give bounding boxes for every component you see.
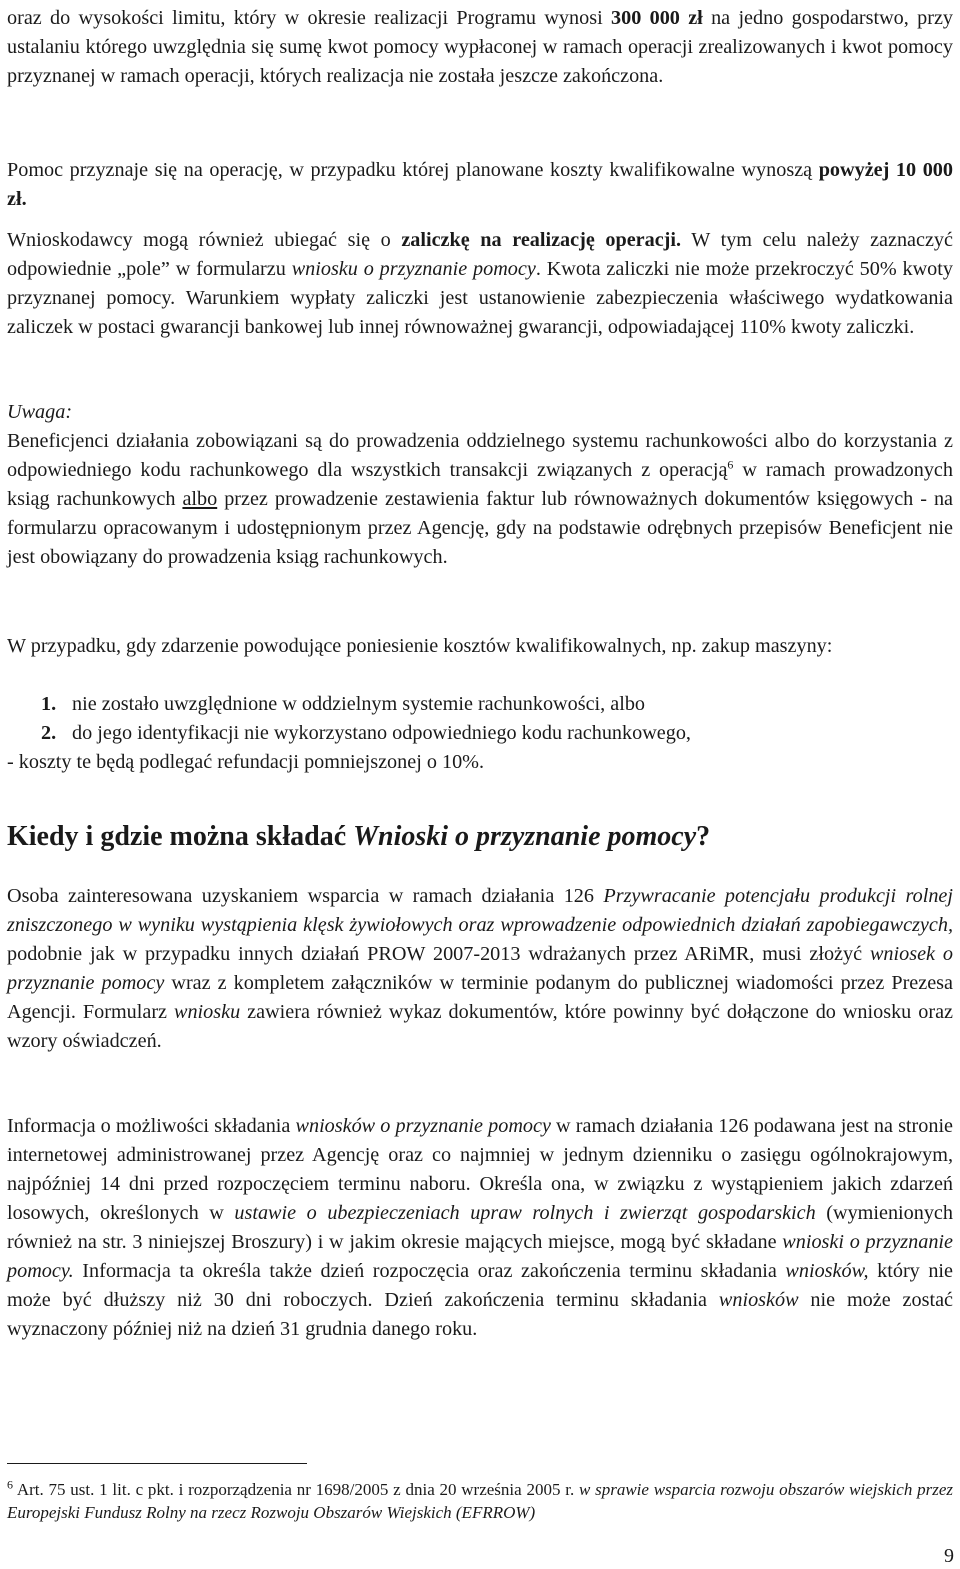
text: Wnioskodawcy mogą również ubiegać się o — [7, 229, 402, 251]
bold-amount: 300 000 zł — [611, 7, 703, 29]
text: oraz do wysokości limitu, który w okresie realizacji Programu wynosi — [7, 7, 611, 29]
text: Informacja ta określa także dzień rozpoczęcia oraz zakończenia terminu składania — [73, 1260, 786, 1282]
list-text: nie zostało uwzględnione w oddzielnym systemie rachunkowości, albo — [67, 693, 646, 715]
footnote-number: 6 — [7, 1477, 13, 1492]
italic-application: wniosku — [174, 1001, 241, 1023]
text: przez prowadzenie zestawienia faktur lub równoważnych dokumentów księgowych - na formularzu opracowanym i udostępnionym przez Agencję, gdy na podstawie odrębnych przepisów Beneficjent nie jest obowiązany do prowadzenia ksiąg rachunkowych. — [7, 488, 954, 568]
list-item — [7, 690, 953, 719]
heading-text: Kiedy i gdzie można składać — [7, 821, 354, 852]
text: na jedno gospodarstwo, przy ustalaniu którego uwzględnia się sumę kwot pomocy wypłaconej w ramach operacji zrealizowanych i kwot pomocy przyznanej w ramach operacji, których realizacja nie została jeszcze zakończona. — [7, 7, 953, 87]
list-number: 1. — [41, 693, 57, 715]
text: (wymienionych również na str. 3 niniejszej Broszury) i w jakim okresie mających miejsce, mogą być składane — [7, 1202, 953, 1253]
text: zawiera również wykaz dokumentów, które powinny być dołączone do wniosku oraz wzory oświadczeń. — [7, 1001, 953, 1052]
list-number: 2. — [41, 722, 57, 744]
text: Beneficjenci działania zobowiązani są do prowadzenia oddzielnego systemu rachunkowości albo do korzystania z odpowiedniego kodu rachunkowego dla wszystkich transakcji związanych z operacją — [7, 430, 953, 481]
text: który nie może być dłuższy niż 30 dni roboczych. Dzień zakończenia terminu składania — [7, 1260, 953, 1311]
heading-italic: Wnioski o przyznanie pomocy — [353, 821, 697, 852]
italic-application: wniosków, — [785, 1260, 869, 1282]
paragraph-refund-intro — [7, 632, 953, 661]
list-conclusion: - koszty te będą podlegać refundacji pomniejszonej o 10%. — [7, 751, 485, 773]
text: Osoba zainteresowana uzyskaniem wsparcia w ramach działania 126 — [7, 885, 604, 907]
page-number: 9 — [944, 1545, 954, 1567]
footnote-divider — [7, 1463, 307, 1464]
text: W przypadku, gdy zdarzenie powodujące poniesienie kosztów kwalifikowalnych, np. zakup maszyny: — [7, 635, 833, 657]
bold-threshold: powyżej 10 000 zł. — [7, 159, 953, 210]
paragraph-application — [7, 882, 953, 1056]
italic-application: wniosek o przyznanie pomocy — [7, 943, 953, 994]
text: . Kwota zaliczki nie może przekroczyć 50% kwoty przyznanej pomocy. Warunkiem wypłaty zaliczki jest ustanowienie zabezpieczenia właściwego wydatkowania zaliczek w postaci gwarancji bankowej lub innej równoważnej gwarancji, odpowiadającej 110% kwoty zaliczki. — [7, 258, 953, 338]
paragraph-eligible-costs — [7, 156, 953, 214]
footnote — [7, 1478, 953, 1524]
text: nie może zostać wyznaczony później niż na dzień 31 grudnia danego roku. — [7, 1289, 953, 1340]
footnote-ref: 6 — [727, 457, 734, 472]
text: w ramach prowadzonych ksiąg rachunkowych — [7, 459, 953, 510]
text: Pomoc przyznaje się na operację, w przypadku której planowane koszty kwalifikowalne wynoszą — [7, 159, 819, 181]
paragraph-note — [7, 398, 953, 572]
section-heading — [7, 818, 953, 856]
note-label: Uwaga: — [7, 401, 73, 423]
paragraph-limit — [7, 4, 953, 91]
refund-conditions-list — [7, 690, 953, 777]
italic-application: wniosków o przyznanie pomocy — [295, 1115, 551, 1137]
italic-form-name: wniosku o przyznanie pomocy — [291, 258, 536, 280]
text: w ramach działania 126 podawana jest na stronie internetowej administrowanej przez Agencję oraz co najmniej w jednym dzienniku o zasięgu ogólnokrajowym, najpóźniej 14 dni przed rozpoczęciem terminu naboru. Określa ona, w związku z wystąpieniem jakich zdarzeń losowych, określonych w — [7, 1115, 954, 1224]
italic-measure-name: Przywracanie potencjału produkcji rolnej zniszczonego w wyniku wystąpienia klęsk żywiołowych oraz wprowadzenie odpowiednich działań zapobiegawczych, — [7, 885, 953, 936]
underlined-albo: albo — [182, 488, 218, 510]
list-text: do jego identyfikacji nie wykorzystano odpowiedniego kodu rachunkowego, — [67, 722, 691, 744]
heading-text: ? — [696, 821, 711, 852]
paragraph-advance — [7, 226, 953, 342]
list-item — [7, 719, 953, 748]
italic-application: wnioski o przyznanie pomocy. — [7, 1231, 953, 1282]
bold-advance: zaliczkę na realizację operacji. — [401, 229, 682, 251]
footnote-text: Art. 75 ust. 1 lit. c pkt. i rozporządzenia nr 1698/2005 z dnia 20 września 2005 r. — [13, 1480, 579, 1499]
text: wraz z kompletem załączników w terminie podanym do publicznej wiadomości przez Prezesa Agencji. Formularz — [7, 972, 953, 1023]
italic-application: wniosków — [718, 1289, 799, 1311]
text: Informacja o możliwości składania — [7, 1115, 296, 1137]
text: W tym celu należy zaznaczyć odpowiednie „pole” w formularzu — [7, 229, 953, 280]
paragraph-information — [7, 1112, 953, 1344]
footnote-italic: w sprawie wsparcia rozwoju obszarów wiejskich przez Europejski Fundusz Rolny na rzecz Rozwoju Obszarów Wiejskich (EFRROW) — [7, 1480, 953, 1522]
text: podobnie jak w przypadku innych działań PROW 2007-2013 wdrażanych przez ARiMR, musi złożyć — [7, 943, 870, 965]
italic-act-name: ustawie o ubezpieczeniach upraw rolnych i zwierząt gospodarskich — [234, 1202, 816, 1224]
